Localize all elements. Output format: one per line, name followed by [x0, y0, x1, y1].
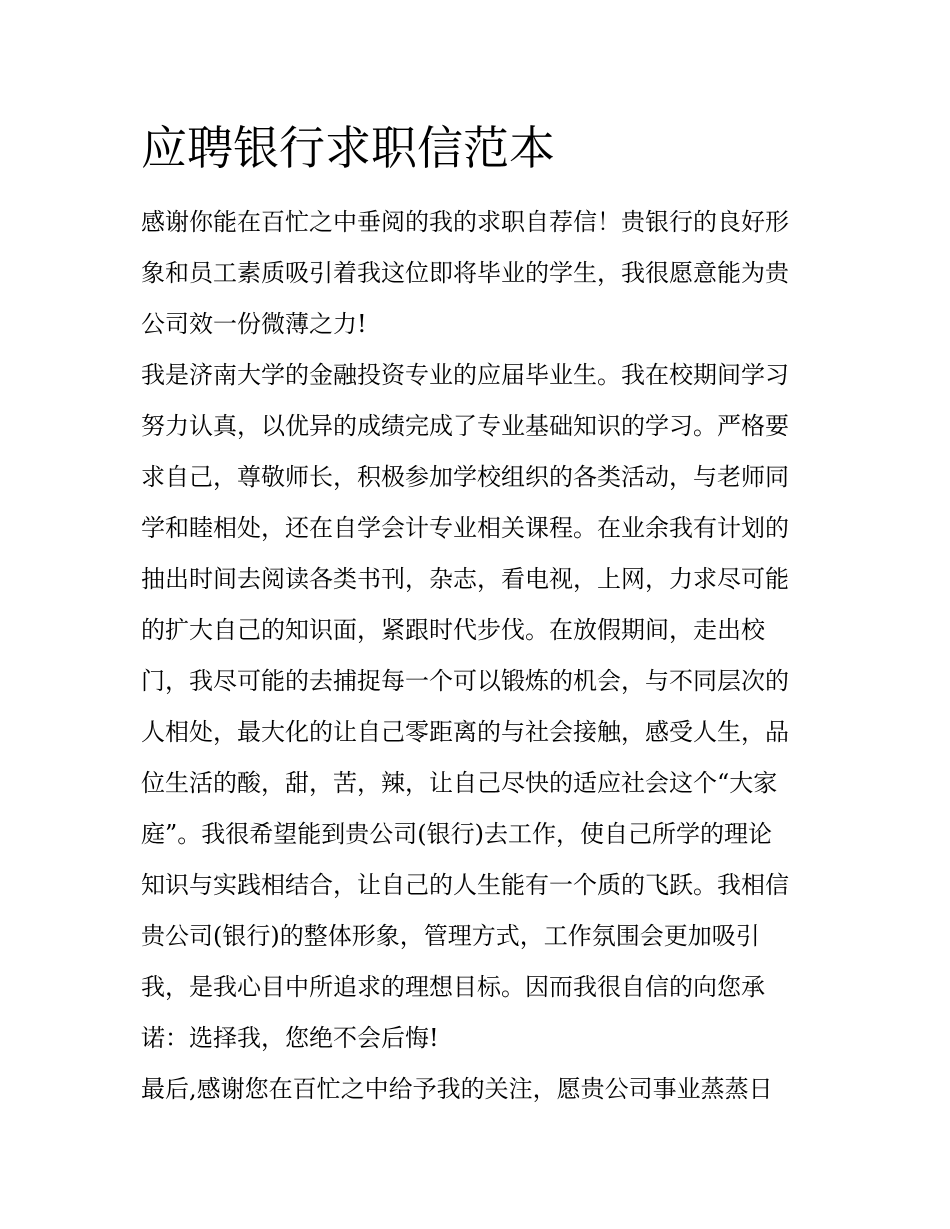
- body-line-11: 人相处，最大化的让自己零距离的与社会接触，感受人生，品: [141, 718, 789, 746]
- body-line-7: 学和睦相处，还在自学会计专业相关课程。在业余我有计划的: [141, 514, 789, 542]
- body-line-18: 最后,感谢您在百忙之中给予我的关注，愿贵公司事业蒸蒸日: [141, 1075, 773, 1103]
- body-line-8: 抽出时间去阅读各类书刊，杂志，看电视，上网，力求尽可能: [141, 565, 789, 593]
- page-title: 应聘银行求职信范本: [141, 121, 555, 175]
- body-line-1: 感谢你能在百忙之中垂阅的我的求职自荐信！贵银行的良好形: [141, 208, 789, 236]
- body-line-12: 位生活的酸，甜，苦，辣，让自己尽快的适应社会这个“大家: [141, 769, 778, 797]
- body-line-9: 的扩大自己的知识面，紧跟时代步伐。在放假期间，走出校: [141, 616, 765, 644]
- body-line-4: 我是济南大学的金融投资专业的应届毕业生。我在校期间学习: [141, 361, 789, 389]
- body-line-5: 努力认真，以优异的成绩完成了专业基础知识的学习。严格要: [141, 412, 789, 440]
- body-line-17: 诺：选择我，您绝不会后悔!: [141, 1024, 439, 1052]
- body-line-13: 庭”。我很希望能到贵公司(银行)去工作，使自己所学的理论: [141, 820, 772, 848]
- body-line-2: 象和员工素质吸引着我这位即将毕业的学生，我很愿意能为贵: [141, 259, 789, 287]
- body-line-16: 我，是我心目中所追求的理想目标。因而我很自信的向您承: [141, 973, 765, 1001]
- body-line-15: 贵公司(银行)的整体形象，管理方式，工作氛围会更加吸引: [141, 922, 760, 950]
- body-line-6: 求自己，尊敬师长，积极参加学校组织的各类活动，与老师同: [141, 463, 789, 491]
- body-line-10: 门，我尽可能的去捕捉每一个可以锻炼的机会，与不同层次的: [141, 667, 789, 695]
- body-line-3: 公司效一份微薄之力!: [141, 310, 367, 338]
- body-line-14: 知识与实践相结合，让自己的人生能有一个质的飞跃。我相信: [141, 871, 789, 899]
